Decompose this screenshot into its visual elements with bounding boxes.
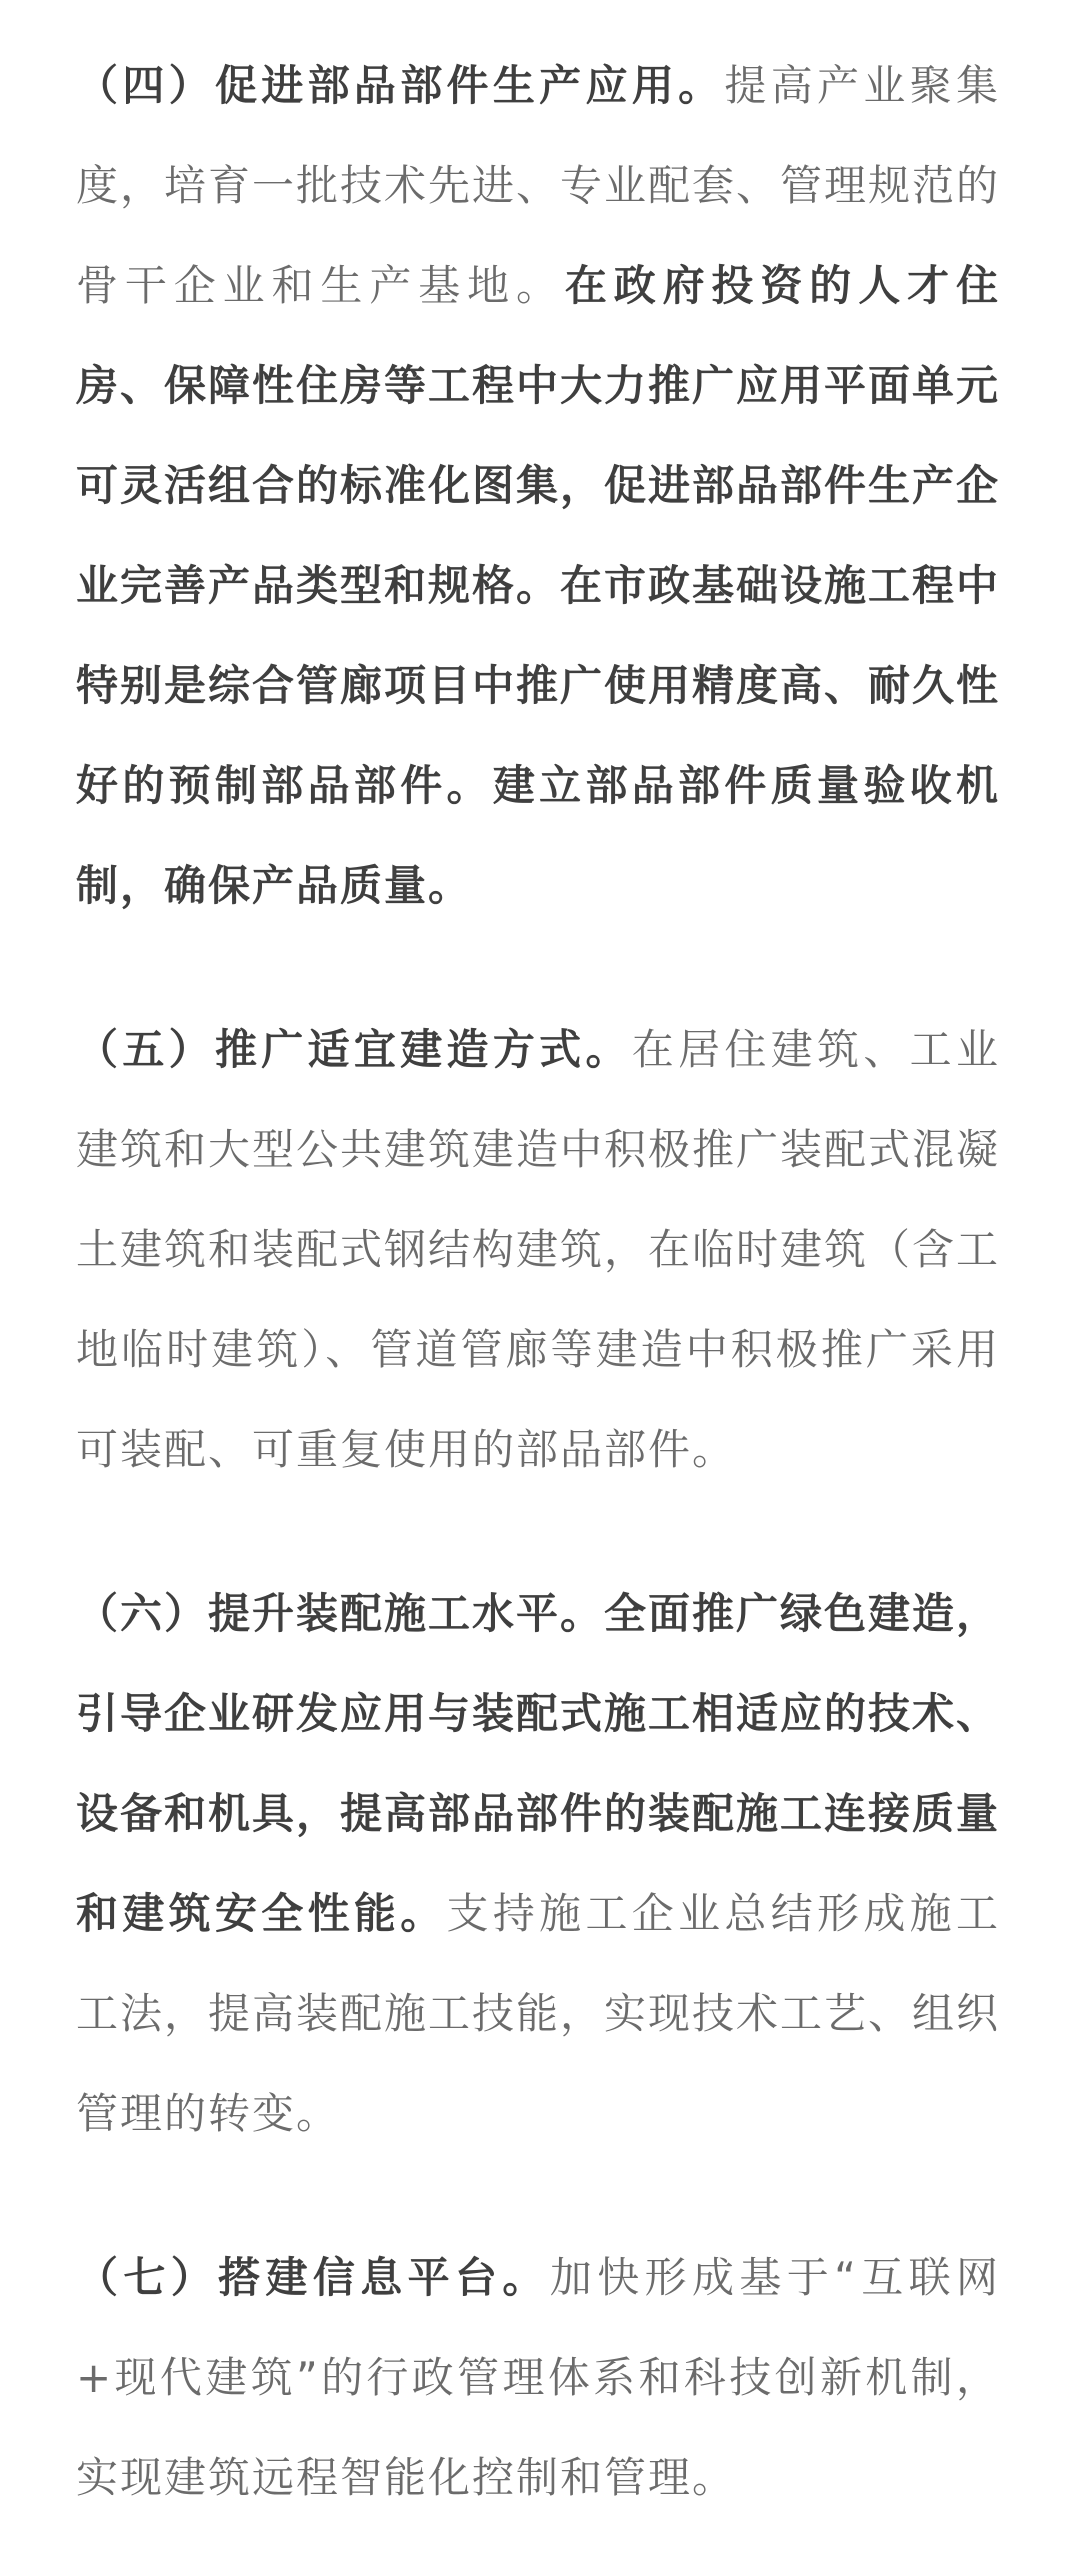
paragraph-text: 支持施工企业总结形成施工工法，提高装配施工技能，实现技术工艺、组织管理的转变。 xyxy=(76,1889,1001,2138)
paragraph-heading: （四）促进部品部件生产应用。 xyxy=(76,61,725,110)
paragraph-7 xyxy=(76,2228,1000,2528)
paragraph-text: 在居住建筑、工业建筑和大型公共建筑建造中积极推广装配式混凝土建筑和装配式钢结构建筑，在临时建筑（含工地临时建筑）、管道管廊等建造中积极推广采用可装配、可重复使用的部品部件。 xyxy=(76,1025,1001,1474)
article-body xyxy=(76,36,1000,2528)
paragraph-6 xyxy=(76,1564,1000,2164)
paragraph-heading: （六）提升装配施工水平。全面推广绿色建造，引导企业研发应用与装配式施工相适应的技术、设备和机具，提高部品部件的装配施工连接质量和建筑安全性能。 xyxy=(76,1589,1001,1938)
paragraph-heading: （五）推广适宜建造方式。 xyxy=(76,1025,632,1074)
paragraph-heading: （七）搭建信息平台。 xyxy=(76,2253,550,2302)
paragraph-text: 提高产业聚集度，培育一批技术先进、专业配套、管理规范的骨干企业和生产基地。 xyxy=(76,61,1001,310)
paragraph-4 xyxy=(76,36,1000,936)
paragraph-5 xyxy=(76,1000,1000,1500)
paragraph-text: 加快形成基于“互联网+现代建筑”的行政管理体系和科技创新机制，实现建筑远程智能化控制和管理。 xyxy=(76,2253,1000,2502)
paragraph-emphasis: 在政府投资的人才住房、保障性住房等工程中大力推广应用平面单元可灵活组合的标准化图集，促进部品部件生产企业完善产品类型和规格。在市政基础设施工程中特别是综合管廊项目中推广使用精度高、耐久性好的预制部品部件。建立部品部件质量验收机制，确保产品质量。 xyxy=(76,261,1001,910)
